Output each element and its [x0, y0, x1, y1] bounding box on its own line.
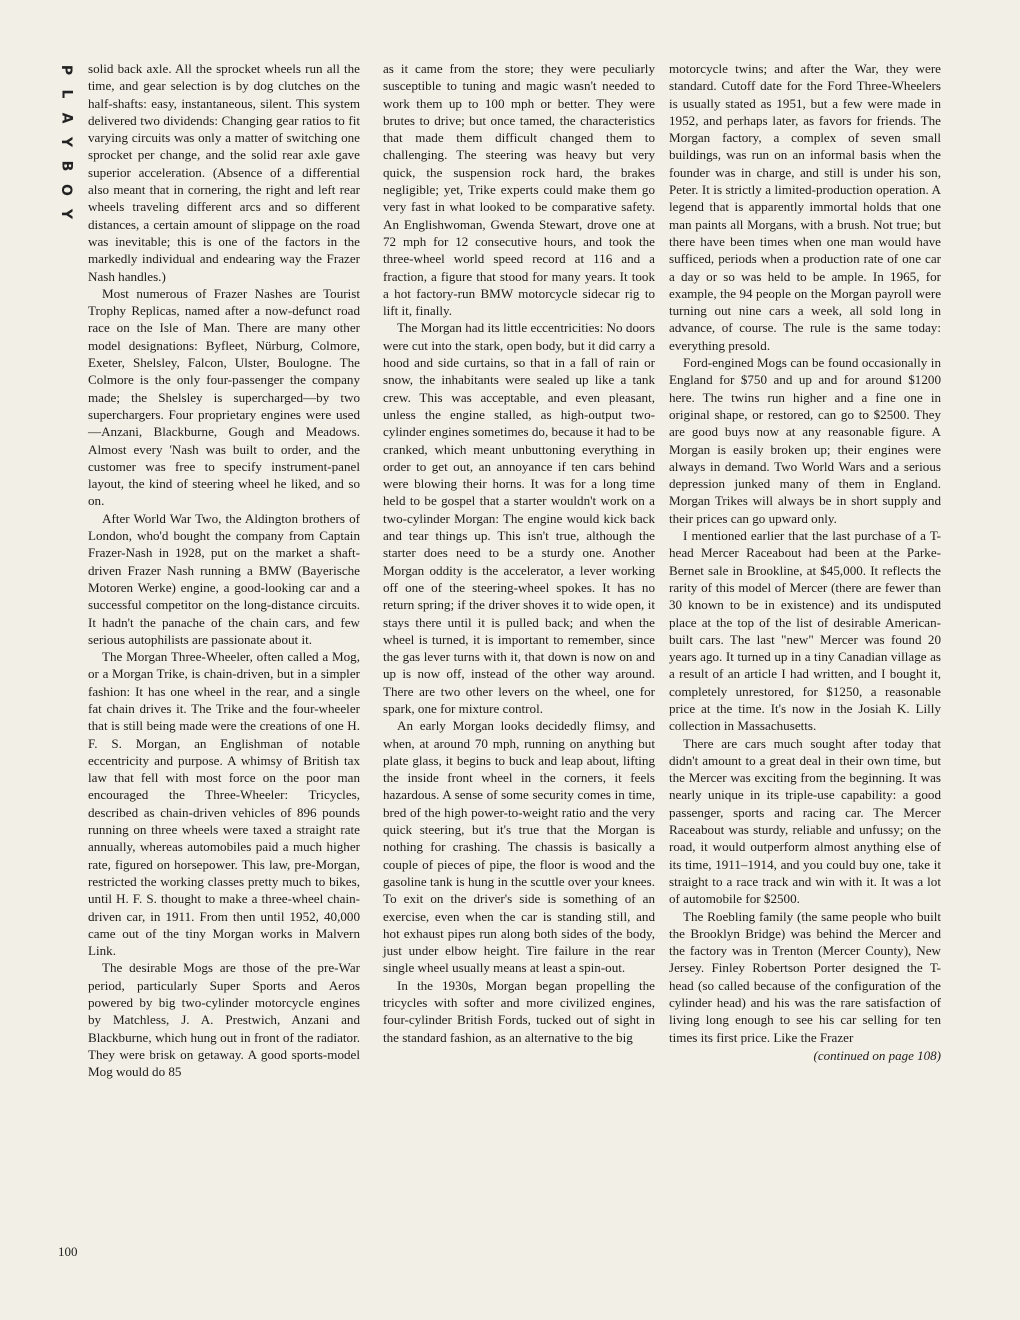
- magazine-name-letter: A: [58, 112, 74, 124]
- article-paragraph: The Morgan Three-Wheeler, often called a Mog, or a Morgan Trike, is chain-driven, but in a simpler fashion: It has one wheel in the rear, and a single fat chain drives it. The Trike and the four-wheeler that is still being made were the creations of one H. F. S. Morgan, an Englishman of notable eccentricity and purpose. A whimsy of British tax law that fell with most force on the poor man encouraged the Three-Wheeler: Tricycles, described as chain-driven vehicles of 896 pounds running on three wheels were taxed a straight rate annually, whereas automobiles paid a much higher rate, figured on horsepower. This law, pre-Morgan, restricted the working classes pretty much to bikes, until H. F. S. thought to make a three-wheel chain-driven car, in 1911. From then until 1952, 40,000 came out of the tiny Morgan works in Malvern Link.: [88, 649, 360, 959]
- article-paragraph: There are cars much sought after today that didn't amount to a great deal in their own time, but the Mercer was exciting from the beginning. It was nearly unique in its triple-use capability: a good passenger, sports and racing car. The Mercer Raceabout was sturdy, reliable and unfussy; on the road, it would outperform almost anything else of its time, 1911–1914, and you could buy one, take it straight to a race track and win with it. It was a lot of automobile for $2500.: [669, 735, 941, 907]
- article-paragraph: After World War Two, the Aldington brothers of London, who'd bought the company from Captain Frazer-Nash in 1928, put on the market a shaft-driven Frazer Nash running a BMW (Bayerische Motoren Werke) engine, a good-looking car and a successful competitor on the long-distance circuits. It hadn't the panache of the chain cars, and few serious autophilists are passionate about it.: [88, 510, 360, 647]
- article-paragraph: The Morgan had its little eccentricities: No doors were cut into the stark, open body, but it did carry a hood and side curtains, so that in a fall of rain or snow, the inhabitants were sealed up like a tank crew. This was acceptable, and even pleasant, unless the engine stalled, as high-output two-cylinder engines sometimes do, because it had to be cranked, which meant unbuttoning everything in order to get out, an annoyance if ten cars behind were blowing their horns. It was for a long time held to be gospel that a starter wouldn't work on a two-cylinder Morgan: The engine would kick back and tear things up. This isn't true, although the starter does need to be a sturdy one. Another Morgan oddity is the accelerator, a lever working off one of the steering-wheel spokes. It has no return spring; if the driver shoves it to wide open, it stays there until it is pulled back; and when the wheel is turned, it is important to remember, since the gas lever turns with it, that down is now on and up is now off, instead of the other way around. There are two other levers on the wheel, one for spark, one for mixture control.: [383, 320, 655, 716]
- magazine-name-letter: P: [57, 64, 74, 76]
- magazine-name-letter: Y: [57, 136, 74, 148]
- article-paragraph: The desirable Mogs are those of the pre-War period, particularly Super Sports and Aeros powered by big two-cylinder motorcycle engines by Matchless, J. A. Prestwich, Anzani and Blackburne, which hung out in front of the radiator. They were brisk on getaway. A good sports-model Mog would do 85: [88, 960, 360, 1080]
- magazine-name-letter: B: [57, 160, 74, 172]
- article-paragraph: as it came from the store; they were peculiarly susceptible to tuning and magic wasn't needed to work them up to 100 mph or better. They were brutes to drive; but once tamed, the characteristics that made them difficult changed them to challenging. The steering was heavy but very quick, the suspension rock hard, the brakes negligible; yet, Trike experts could make them go very fast in what looked to be comparative safety. An Englishwoman, Gwenda Stewart, drove one at 72 mph for 12 consecutive hours, and took the three-wheel world speed record at 116 and a fraction, a figure that stood for many years. It took a hot factory-run BMW motorcycle sidecar rig to lift it, finally.: [383, 61, 655, 319]
- article-column-3: [669, 60, 941, 1064]
- magazine-name-letter: L: [57, 89, 74, 99]
- magazine-name-vertical: [54, 58, 78, 226]
- magazine-name-letter: O: [58, 184, 74, 196]
- article-paragraph: The Roebling family (the same people who built the Brooklyn Bridge) was behind the Mercer and the factory was in Trenton (Mercer County), New Jersey. Finley Robertson Porter designed the T-head (so called because of the configuration of the cylinder head) and his was the rare satisfaction of living long enough to see his car selling for ten times its first price. Like the Frazer: [669, 908, 941, 1045]
- article-paragraph: In the 1930s, Morgan began propelling the tricycles with softer and more civilized engines, four-cylinder British Fords, tucked out of sight in the standard fashion, as an alternative to the big: [383, 977, 655, 1045]
- continued-note: (continued on page 108): [813, 1047, 941, 1063]
- article-paragraph: An early Morgan looks decidedly flimsy, and when, at around 70 mph, running on anything but plate glass, it begins to buck and leap about, lifting the inside front wheel in the corners, it feels hazardous. A sense of some security comes in time, bred of the high power-to-weight ratio and the very quick steering, but it's true that the Morgan is nothing for crashing. The chassis is basically a couple of pieces of pipe, the floor is wood and the gasoline tank is hung in the scuttle over your knees. To exit on the driver's side is something of an exercise, even when the car is standing still, and hot exhaust pipes run along both sides of the body, just under elbow height. Tire failure in the rear single wheel usually means at least a spin-out.: [383, 718, 655, 976]
- page-number: 100: [58, 1244, 78, 1259]
- article-column-2: [383, 60, 655, 1046]
- article-paragraph: Most numerous of Frazer Nashes are Tourist Trophy Replicas, named after a now-defunct road race on the Isle of Man. There are many other model designations: Byfleet, Nürburg, Colmore, Exeter, Shelsley, Falcon, Ulster, Boulogne. The Colmore is the only four-passenger the company made; the Shelsley is supercharged—by two superchargers. Four proprietary engines were used—Anzani, Blackburne, Gough and Meadows. Almost every 'Nash was built to order, and the customer was free to specify instrument-panel layout, the kind of steering wheel he liked, and so on.: [88, 285, 360, 509]
- article-paragraph: Ford-engined Mogs can be found occasionally in England for $750 and up and for around $1200 here. The twins run higher and a fine one in original shape, or restored, can go to $2500. They are good buys now at any reasonable figure. A Morgan is easily broken up; their engines were always in demand. Two World Wars and a serious depression junked many of them in England. Morgan Trikes will always be in short supply and their prices can go upward only.: [669, 355, 941, 526]
- article-column-1: [88, 60, 360, 1081]
- article-paragraph: solid back axle. All the sprocket wheels run all the time, and gear selection is by dog clutches on the half-shafts: easy, instantaneous, silent. This system delivered two dividends: Changing gear ratios to fit varying circuits was only a matter of switching one sprocket per change, and the solid rear axle gave superior acceleration. (Absence of a differential also meant that in cornering, the right and left rear wheels traveling different arcs and so different distances, a certain amount of slippage on the road was inevitable; this is one of the factors in the markedly individual and endearing way the Frazer Nash handles.): [88, 61, 360, 284]
- article-paragraph: motorcycle twins; and after the War, they were standard. Cutoff date for the Ford Three-Wheelers is usually stated as 1951, but a few were made in 1952, and perhaps later, as favors for friends. The Morgan factory, a complex of seven small buildings, was run on an informal basis when the founder was in charge, and still is under his son, Peter. It is strictly a limited-production operation. A legend that is apparently immortal holds that one man paints all Morgans, with a brush. Not true; but there have been times when one man would have sufficed, periods when a production rate of one car a day or so was held to be ample. In 1965, for example, the 94 people on the Morgan payroll were turning out nine cars a week, all sold long in advance, of course. The rule is the same today: everything presold.: [669, 61, 941, 353]
- magazine-name-letter: Y: [57, 208, 74, 220]
- article-paragraph: I mentioned earlier that the last purchase of a T-head Mercer Raceabout had been at the Parke-Bernet sale in Brookline, at $45,000. It reflects the rarity of this model of Mercer (there are fewer than 30 known to be in existence) and its undisputed place at the top of the list of desirable American-built cars. The last "new" Mercer was found 20 years ago. It turned up in a tiny Canadian village as a result of an article I had written, and I bought it, completely unrestored, for $1250, a reasonable price at the time. It's now in the Josiah K. Lilly collection in Massachusetts.: [669, 528, 941, 734]
